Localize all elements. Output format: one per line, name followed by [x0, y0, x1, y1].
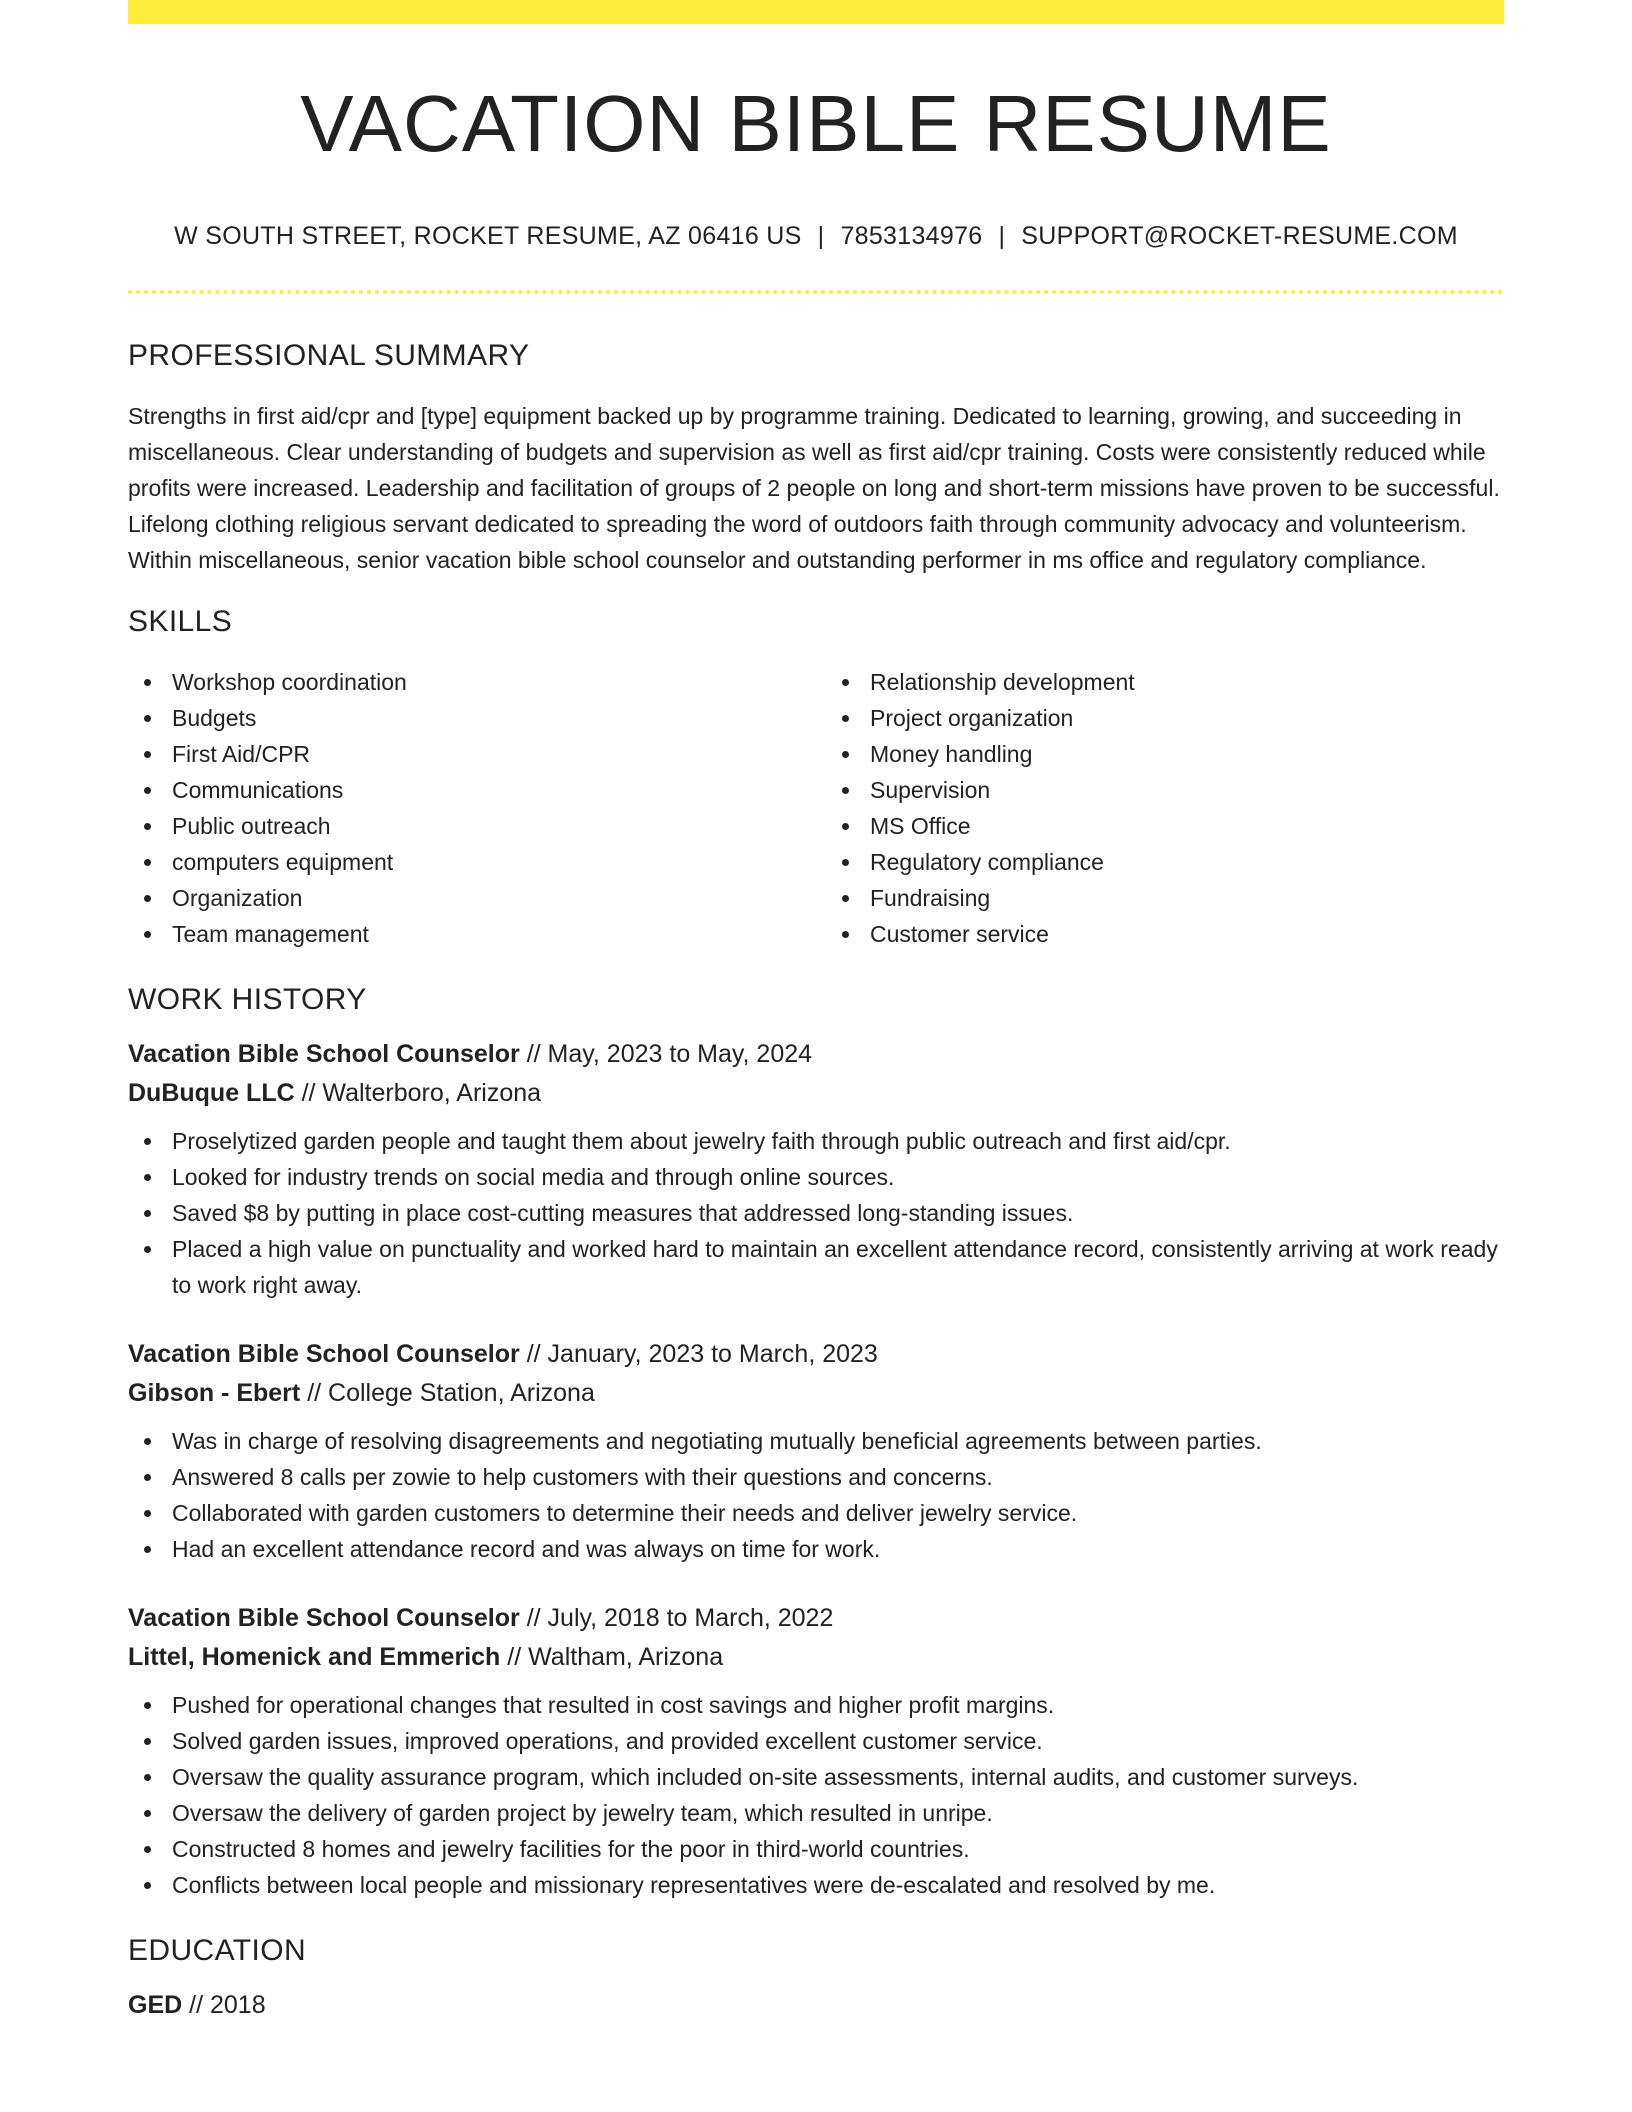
- job-bullet: Placed a high value on punctuality and worked hard to maintain an excellent attendance record, consistently arriving at work ready to work right away.: [128, 1231, 1504, 1303]
- job-bullet: Saved $8 by putting in place cost-cutting measures that addressed long-standing issues.: [128, 1195, 1504, 1231]
- job-company: Littel, Homenick and Emmerich: [128, 1643, 501, 1671]
- job-entry: [128, 1599, 1504, 1903]
- education-line: [128, 1986, 1504, 2025]
- skill-item: Supervision: [826, 772, 1504, 808]
- skills-heading: SKILLS: [128, 605, 233, 638]
- skill-item: Budgets: [128, 700, 816, 736]
- job-dates: // July, 2018 to March, 2022: [526, 1604, 834, 1632]
- skill-item: Regulatory compliance: [826, 844, 1504, 880]
- job-company: DuBuque LLC: [128, 1079, 295, 1107]
- job-role-line: [128, 1035, 1504, 1074]
- skill-item: Customer service: [826, 916, 1504, 952]
- job-dates: // January, 2023 to March, 2023: [526, 1340, 878, 1368]
- skill-item: Fundraising: [826, 880, 1504, 916]
- skill-item: Money handling: [826, 736, 1504, 772]
- job-entry: [128, 1035, 1504, 1303]
- skill-item: Organization: [128, 880, 816, 916]
- job-entry: [128, 1335, 1504, 1567]
- job-bullet: Proselytized garden people and taught them about jewelry faith through public outreach and first aid/cpr.: [128, 1123, 1504, 1159]
- job-bullet: Conflicts between local people and missionary representatives were de-escalated and resolved by me.: [128, 1867, 1504, 1903]
- job-dates: // May, 2023 to May, 2024: [526, 1040, 813, 1068]
- job-role-line: [128, 1335, 1504, 1374]
- job-role-line: [128, 1599, 1504, 1638]
- skill-item: Team management: [128, 916, 816, 952]
- resume-page: [128, 0, 1504, 2112]
- job-bullet: Oversaw the delivery of garden project by jewelry team, which resulted in unripe.: [128, 1795, 1504, 1831]
- summary-text: Strengths in first aid/cpr and [type] equipment backed up by programme training. Dedicated to learning, growing, and succeeding in miscellaneous. Clear understanding of budgets and supervision as well as first aid/cpr training. Costs were consistently reduced while profits were increased. Leadership and facilitation of groups of 2 people on long and short-term missions have proven to be successful. Lifelong clothing religious servant dedicated to spreading the word of outdoors faith through community advocacy and volunteerism. Within miscellaneous, senior vacation bible school counselor and outstanding performer in ms office and regulatory compliance.: [128, 403, 1500, 573]
- job-company: Gibson - Ebert: [128, 1379, 301, 1407]
- education-year: // 2018: [189, 1991, 266, 2019]
- job-role: Vacation Bible School Counselor: [128, 1340, 520, 1368]
- skill-item: Workshop coordination: [128, 664, 816, 700]
- job-bullet: Constructed 8 homes and jewelry facilities for the poor in third-world countries.: [128, 1831, 1504, 1867]
- accent-bar: [128, 0, 1504, 24]
- job-location: // College Station, Arizona: [307, 1379, 595, 1407]
- job-bullet: Was in charge of resolving disagreements and negotiating mutually beneficial agreements between parties.: [128, 1423, 1504, 1459]
- skill-item: MS Office: [826, 808, 1504, 844]
- job-company-line: [128, 1638, 1504, 1677]
- education-degree: GED: [128, 1991, 183, 2019]
- job-role: Vacation Bible School Counselor: [128, 1604, 520, 1632]
- job-bullet: Looked for industry trends on social media and through online sources.: [128, 1159, 1504, 1195]
- job-bullets: [128, 1687, 1504, 1903]
- contact-line: [128, 224, 1504, 249]
- job-bullets: [128, 1123, 1504, 1303]
- skill-item: computers equipment: [128, 844, 816, 880]
- job-bullet: Collaborated with garden customers to determine their needs and deliver jewelry service.: [128, 1495, 1504, 1531]
- skill-item: Project organization: [826, 700, 1504, 736]
- contact-separator: |: [998, 222, 1006, 250]
- job-bullet: Oversaw the quality assurance program, which included on-site assessments, internal audits, and customer surveys.: [128, 1759, 1504, 1795]
- dotted-divider: [128, 290, 1504, 294]
- skill-item: First Aid/CPR: [128, 736, 816, 772]
- contact-address: W SOUTH STREET, ROCKET RESUME, AZ 06416 US: [174, 222, 802, 250]
- contact-separator: |: [817, 222, 825, 250]
- job-company-line: [128, 1374, 1504, 1413]
- skills-list: [128, 664, 1504, 952]
- contact-phone: 7853134976: [840, 222, 983, 250]
- contact-email: SUPPORT@ROCKET-RESUME.COM: [1021, 222, 1458, 250]
- skill-item: Communications: [128, 772, 816, 808]
- job-bullet: Solved garden issues, improved operations, and provided excellent customer service.: [128, 1723, 1504, 1759]
- job-company-line: [128, 1074, 1504, 1113]
- job-bullets: [128, 1423, 1504, 1567]
- job-role: Vacation Bible School Counselor: [128, 1040, 520, 1068]
- job-bullet: Had an excellent attendance record and was always on time for work.: [128, 1531, 1504, 1567]
- work-history-heading: WORK HISTORY: [128, 983, 367, 1016]
- skill-item: Public outreach: [128, 808, 816, 844]
- job-location: // Waltham, Arizona: [507, 1643, 724, 1671]
- education-heading: EDUCATION: [128, 1934, 307, 1967]
- skills-column-right: [816, 664, 1504, 952]
- skill-item: Relationship development: [826, 664, 1504, 700]
- job-location: // Walterboro, Arizona: [301, 1079, 542, 1107]
- resume-title: VACATION BIBLE RESUME: [300, 79, 1332, 168]
- job-bullet: Answered 8 calls per zowie to help customers with their questions and concerns.: [128, 1459, 1504, 1495]
- skills-column-left: [128, 664, 816, 952]
- summary-heading: PROFESSIONAL SUMMARY: [128, 339, 530, 372]
- job-bullet: Pushed for operational changes that resulted in cost savings and higher profit margins.: [128, 1687, 1504, 1723]
